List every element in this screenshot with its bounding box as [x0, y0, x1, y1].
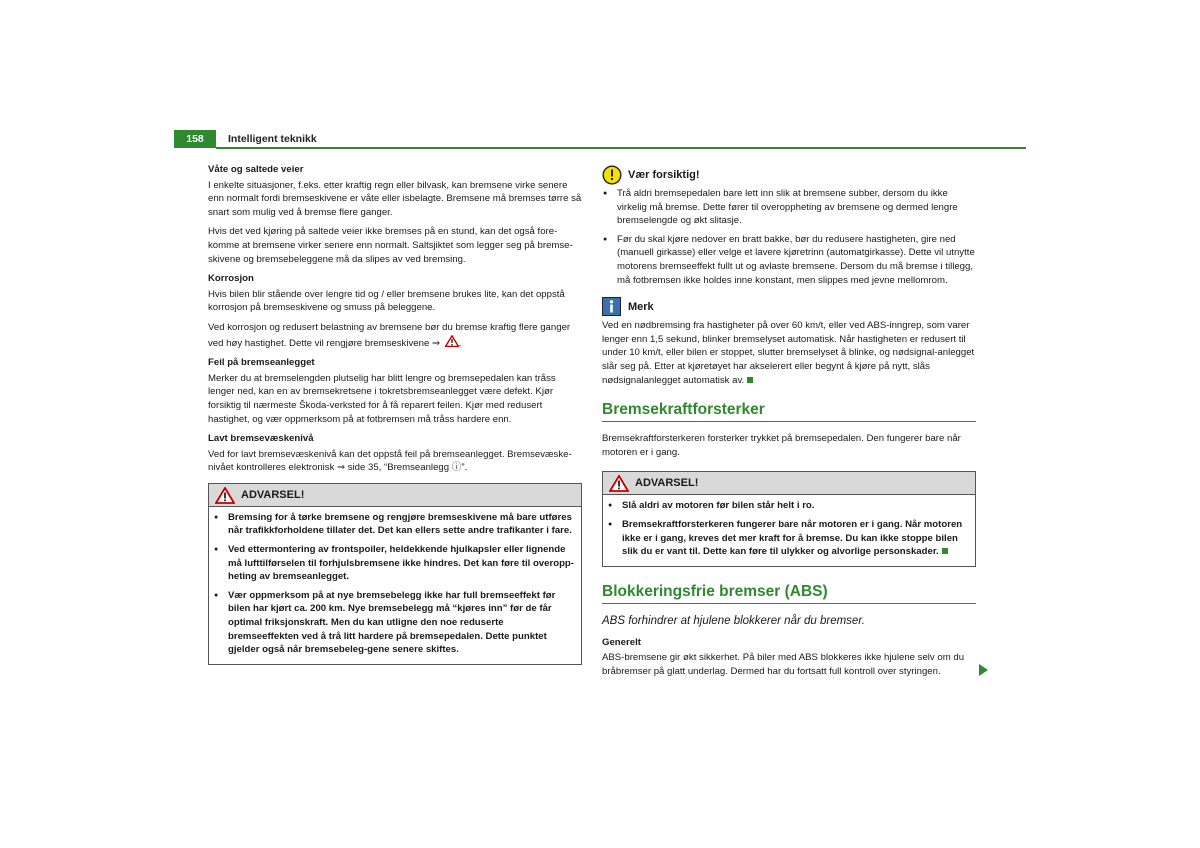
section-title-low-fluid: Lavt bremsevæskenivå: [208, 433, 314, 445]
paragraph: Merker du at bremselengden plutselig har blitt lengre og bremsepedalen kan tråss lenger ned, kan en av bremsekretsene i tokretsbremseanlegget være defekt. Kjør forsiktig til nærmeste Škoda-verksted for å få reparert feilen. Kjør med redusert hastighet, og vær oppmerksom på at fotbremsen må tråss hardere enn.: [208, 372, 556, 425]
paragraph-text: Ved korrosjon og redusert belastning av bremsene bør du bremse kraftig flere ganger ved høy hastighet. Dette vil rengjøre bremseskivene ⇒: [208, 321, 571, 349]
end-marker: [747, 377, 753, 383]
warning-header: [603, 472, 975, 495]
warning-item: ● Ved ettermontering av frontspoiler, heldekkende hjulkapsler eller lignende må lufttilførselen til forhjulsbremsene ikke hindres. Det kan føre til overopp-heting av bremseanlegget.: [213, 543, 577, 584]
info-icon: [602, 297, 621, 316]
right-column: [602, 163, 976, 684]
note-header: [602, 297, 976, 317]
paragraph: Ved for lavt bremsevæskenivå kan det oppstå feil på bremseanlegget. Bremsevæske-nivået kontrolleres elektronisk ⇒ side 35, “Bremseanlegg ⓘ”.: [208, 448, 572, 474]
heading-abs: Blokkeringsfrie bremser (ABS): [602, 583, 976, 604]
note-text: Ved en nødbremsing fra hastigheter på over 60 km/t, eller ved ABS-inngrep, som varer lenger enn 1,5 sekund, blinker bremselyset automatisk. Når hastigheten er redusert til under 10 km/t, eller bilen er stoppet, slutter bremselyset å blinke, og nødsignal-anlegget slår seg på. Etter at kjøretøyet har akselerert eller begynt å kjøre på nytt, slås nødsignalanlegget automatisk av.: [602, 320, 975, 386]
abs-subtitle: Generelt: [602, 636, 641, 648]
warning-item: ● Vær oppmerksom på at nye bremsebelegg ikke har full bremseeffekt før bilen har kjørt ca. 200 km. Nye bremsebelegg må “kjøres inn” før de får optimal friksjonskraft. Men du kan utligne den noe reduserte bremseeffekten ved å trå litt hardere på bremsepedalen. Dette punktet gjelder også når bremsebeleg-gene senere skiftes.: [213, 589, 577, 657]
abs-lead: ABS forhindrer at hjulene blokkerer når du bremser.: [602, 614, 865, 627]
paragraph: Ved korrosjon og redusert belastning av bremsene bør du bremse kraftig flere ganger ved høy hastighet. Dette vil rengjøre bremseskivene ⇒ .: [208, 321, 571, 349]
next-page-arrow-icon[interactable]: [978, 664, 988, 676]
warning-triangle-icon: [609, 475, 629, 492]
warning-box: [602, 471, 976, 566]
end-marker: [942, 548, 948, 554]
caution-item: ● Trå aldri bremsepedalen bare lett inn slik at bremsene subber, dersom du ikke virkelig må bremse. Dette fører til overoppheting av bremsene og dermed lengre bremselengde og økt slitasje.: [602, 187, 976, 228]
left-column: [208, 163, 582, 675]
section-title-wet-roads: Våte og saltede veier: [208, 164, 304, 175]
paragraph: Bremsekraftforsterkeren forsterker trykket på bremsepedalen. Den fungerer bare når motoren er i gang.: [602, 433, 961, 458]
warning-item: ● Bremsekraftforsterkeren fungerer bare når motoren er i gang. Når motoren ikke er i gang, kreves det mer kraft for å bremse. Du kan ikke stoppe bilen slik du er vant til. Dette kan føre til ulykker og alvorlige personskader.: [607, 518, 971, 559]
warning-body: [209, 507, 581, 664]
warning-box: [208, 483, 582, 665]
warning-header: [209, 484, 581, 507]
warning-triangle-icon: [445, 335, 459, 347]
caution-item: ● Før du skal kjøre nedover en bratt bakke, bør du redusere hastigheten, gire ned (manuell girkasse) eller velge et lavere kjøretrinn (automatgirkasse). Dette vil utnytte motorens bremseeffekt fullt ut og avlaste bremsene. Dersom du må bremse i tillegg, må fotbremsen ikke holdes inne konstant, men slippes med jevne mellomrom.: [602, 233, 976, 287]
heading-brake-booster: Bremsekraftforsterker: [602, 401, 976, 422]
warning-item: ● Slå aldri av motoren før bilen står helt i ro.: [607, 499, 971, 513]
warning-title: ADVARSEL!: [635, 477, 699, 490]
page-number: 158: [174, 130, 216, 148]
paragraph: Hvis det ved kjøring på saltede veier ikke bremses på en stund, kan det også fore-komme at bremsene virker senere enn normalt. Saltsjiktet som legger seg på bremse-skivene og bremsebeleggene må da slipes av ved bremsing.: [208, 226, 573, 265]
warning-body: [603, 495, 975, 565]
section-title-brake-fault: Feil på bremseanlegget: [208, 357, 315, 369]
warning-triangle-icon: [215, 487, 235, 504]
caution-title: Vær forsiktig!: [628, 169, 700, 181]
paragraph: Hvis bilen blir stående over lengre tid og / eller bremsene brukes lite, kan det oppstå korrosjon på bremseskivene og smuss på beleggene.: [208, 288, 565, 314]
caution-header: [602, 165, 976, 185]
chapter-title: Intelligent teknikk: [228, 133, 317, 145]
note-title: Merk: [628, 301, 654, 314]
warning-title: ADVARSEL!: [241, 488, 305, 501]
section-title-corrosion: Korrosjon: [208, 273, 254, 285]
caution-exclamation-icon: [602, 165, 622, 185]
page-header: [174, 130, 1026, 148]
paragraph: ABS-bremsene gir økt sikkerhet. På biler med ABS blokkeres ikke hjulene selv om du bråbremser på glatt underlag. Dermed har du fortsatt full kontroll over styringen.: [602, 652, 965, 677]
header-rule: [216, 147, 1026, 149]
warning-item: ● Bremsing for å tørke bremsene og rengjøre bremseskivene må bare utføres når trafikkforholdene tillater det. Det kan ellers sette andre trafikanter i fare.: [213, 511, 577, 538]
paragraph: I enkelte situasjoner, f.eks. etter kraftig regn eller bilvask, kan bremsene virke senere enn normalt fordi bremseskivene er våte eller isbelagte. Bremsene må bremses tørre så snart som mulig ved å bremse flere ganger.: [208, 179, 582, 218]
